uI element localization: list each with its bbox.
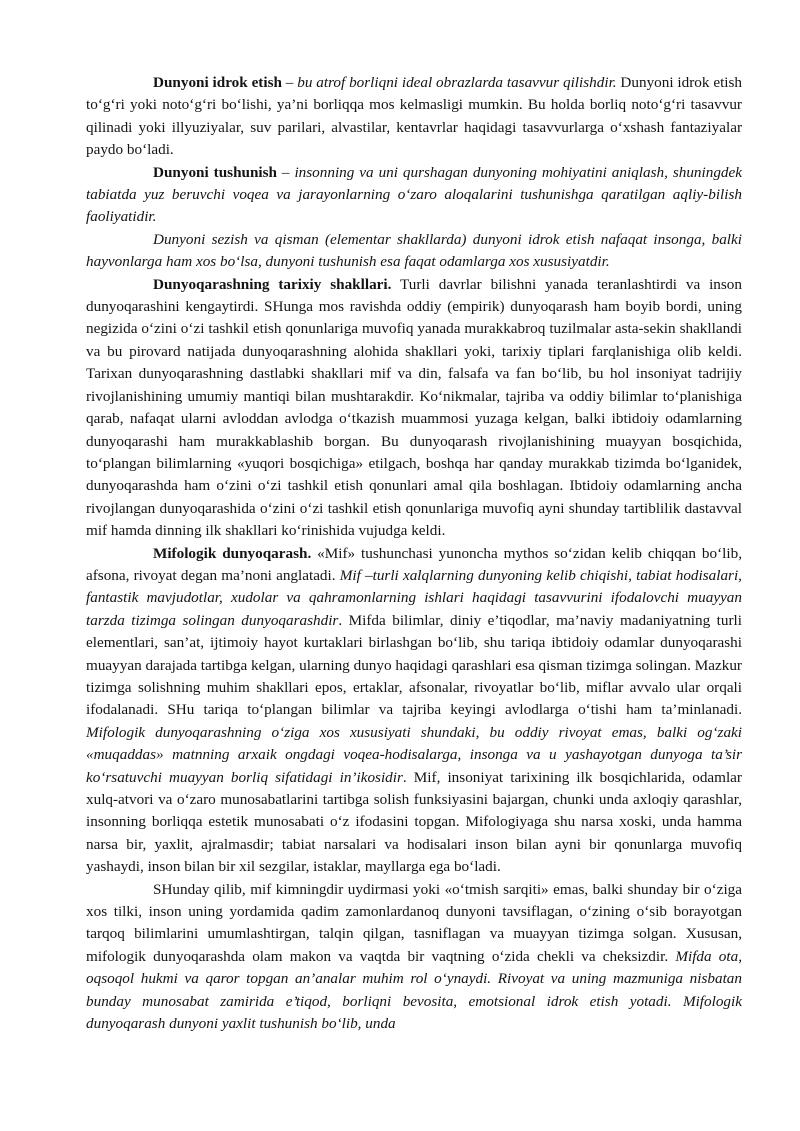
heading-mifologik-dunyoqarash: Mifologik dunyoqarash. [153, 544, 312, 562]
text-run: . Mif, insoniyat tarixining ilk bosqichlarida, odamlar xulq-atvori va o‘zaro munosabatlarini tartibga solish funksiyasini bajargan, chunki unda axloqiy qarashlar, insonning borliqqa estetik munosabati o‘z ifodasini topgan. Mifologiyaga shu narsa xoski, unda hamma narsa bir, yaxlit, ajralmasdir; tabiat narsalari va hodisalari inson bilan ayni bir qonunlarga muvofiq yashaydi, inson bilan bir xil sezgilar, istaklar, mayllarga ega bo‘ladi. [86, 768, 742, 876]
definition-idrok: bu atrof borliqni ideal obrazlarda tasavvur qilishdir. [297, 74, 617, 91]
paragraph-idrok [86, 72, 742, 162]
paragraph-tarixiy-shakllar [86, 274, 742, 543]
paragraph-mifologik [86, 543, 742, 879]
paragraph-tushunish [86, 162, 742, 229]
text-run: SHunday qilib, mif kimningdir uydirmasi yoki «o‘tmish sarqiti» emas, balki shunday bir o‘ziga xos tilki, inson uning yordamida qadim zamonlardanoq dunyoni tavsiflagan, o‘zining o‘sib borayotgan tarqoq bilimlarini umumlashtirgan, talqin qilgan, tasniflagan va muayyan tizimga solgan. Xususan, mifologik dunyoqarashda olam makon va vaqtda bir vaqtning o‘zida chekli va cheksizdir. [86, 880, 742, 965]
paragraph-shunday-qilib [86, 879, 742, 1036]
text-run: . Mifda bilimlar, diniy e’tiqodlar, ma’naviy madaniyatning turli elementlari, san’at, ijtimoiy hayot kurtaklari birlashgan bo‘lib, shu tariqa ibtidoiy odamlar dunyoqarashi muayyan darajada tartibga kelgan, ularning dunyo haqidagi qarashlari esa qisman tizimga solingan. Mazkur tizimga solishning muhim shakllari epos, ertaklar, afsonalar, rivoyatlar bo‘lib, miflar avvalo ular orqali ifodalanadi. SHu tariqa to‘plangan bilimlar va tajriba keyingi avlodlarga o‘tishi ham ta’minlanadi. [86, 611, 742, 719]
paragraph-sezish [86, 229, 742, 274]
text-run: Dunyoni idrok etish to‘g‘ri yoki noto‘g‘ri bo‘lishi, ya’ni borliqqa mos kelmasligi mumkin. Bu holda borliq noto‘g‘ri tasavvur qilinadi yoki illyuziyalar, suv parilari, alvastilar, kentavrlar haqidagi tasavvurlarga o‘xshash fantaziyalar paydo bo‘ladi. [86, 74, 743, 159]
text-run: Turli davrlar bilishni yanada teranlashtirdi va inson dunyoqarashini kengaytirdi. SHunga mos ravishda oddiy (empirik) dunyoqarash ham boyib bordi, uning negizida o‘zini o‘zi tashkil etish qonunlariga muvofiq yanada murakkabroq tuzilmalar asta-sekin shakllandi va bu pirovard natijada dunyoqarashning alohida shakllari yoki, tarixiy tiplari farqlanishiga olib keldi. Tarixan dunyoqarashning dastlabki shakllari mif va din, falsafa va fan bo‘lib, bu hol insoniyat tadrijiy rivojlanishining umumiy mantiqi bilan mushtarakdir. Ko‘nikmalar, tajriba va oddiy bilimlar to‘planishiga qarab, nafaqat ularni avloddan avlodga o‘tkazish muammosi yuzaga kelgan, balki ibtidoiy odamlarning dunyoqarashi ham murakkablashib borgan. Bu dunyoqarash rivojlanishining muayyan bosqichida, to‘plangan bilimlarning «yuqori bosqichiga» etilgach, boshqa har qanday murakkab tizimda bo‘lganidek, dunyoqarashda ham o‘zini o‘zi tashkil etish qonunlari amal qila boshlagan. Ibtidoiy odamlarning ancha rivojlangan dunyoqarashida o‘zini o‘zi tashkil etish qonunlariga muvofiq ayni shunday tartiblilik dastavval mif hamda dinning ilk shakllari ko‘rinishida vujudga keldi. [86, 275, 742, 540]
term-dunyoni-tushunish: Dunyoni tushunish [153, 163, 277, 181]
text-run: «Mif» tushunchasi yunoncha mythos so‘zidan kelib chiqqan bo‘lib, afsona, rivoyat degan ma’noni anglatadi. [86, 544, 742, 584]
text-run: – [281, 74, 298, 91]
definition-tushunish: insonning va uni qurshagan dunyoning mohiyatini aniqlash, shuningdek tabiatda yuz beruvchi voqea va jarayonlarning o‘zaro aloqalarini tushunishga qaratilgan aqliy-bilish faoliyatidir. [86, 163, 743, 226]
italic-statement: Mifologik dunyoqarashning o‘ziga xos xususiyati shundaki, bu oddiy rivoyat emas, balki og‘zaki «muqaddas» matnning arxaik ongdagi voqea-hodisalarga, insonga va u yashayotgan dunyoga ta’sir ko‘rsatuvchi muayyan borliq sifatidagi in’ikosidir [86, 723, 742, 786]
italic-statement: Mifda ota, oqsoqol hukmi va qaror topgan an’analar muhim rol o‘ynaydi. Rivoyat va uning mazmuniga nisbatan bunday munosabat zamirida e’tiqod, borliqni bevosita, emotsional idrok etish yotadi. Mifologik dunyoqarash dunyoni yaxlit tushunish bo‘lib, unda [86, 947, 742, 1033]
definition-mif: Mif –turli xalqlarning dunyoning kelib chiqishi, tabiat hodisalari, fantastik mavjudotlar, xudolar va qahramonlarning ishlari haqidagi tasavvurini ifodalovchi muayyan tarzda tizimga solingan dunyoqarashdir [86, 566, 742, 629]
text-run: – [276, 163, 295, 181]
italic-statement: Dunyoni sezish va qisman (elementar shakllarda) dunyoni idrok etish nafaqat insonga, balki hayvonlarga ham xos bo‘lsa, dunyoni tushunish esa faqat odamlarga xos xususiyatdir. [86, 230, 742, 271]
term-dunyoni-idrok-etish: Dunyoni idrok etish [153, 74, 282, 91]
heading-tarixiy-shakllar: Dunyoqarashning tarixiy shakllari. [153, 275, 392, 293]
